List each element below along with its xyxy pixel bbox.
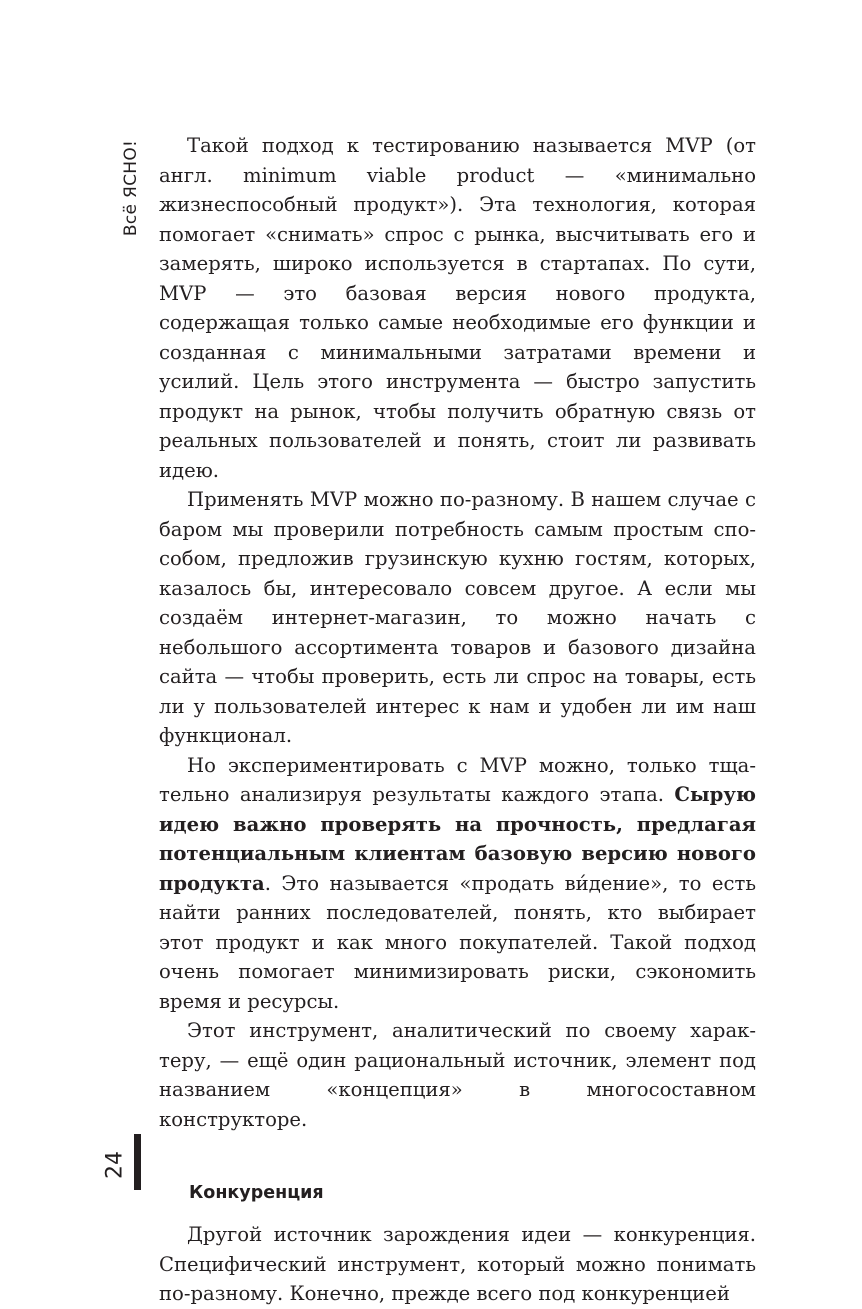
- paragraph-mvp-definition: Такой подход к тестированию называется MVP (от англ. minimum viable product — «минимально жизнеспособный продукт»). Эта технология, которая помогает «снимать» спрос с рынка, высчитывать его и замерять, широко используется в стартапах. По сути, MVP — это базовая версия нового продукта, содержащая только самые необходимые его функции и созданная с минимальными затратами времени и усилий. Цель этого инструмента — быстро запустить продукт на рынок, чтобы получить обратную связь от реальных пользователей и понять, стоит ли развивать идею.: [159, 134, 756, 482]
- running-head: [106, 138, 156, 238]
- page-number-rule: [134, 1134, 141, 1190]
- paragraph-text-end: . Это называется «продать ви́дение», то есть найти ранних последователей, понять, кто выбирает этот продукт и как много покупателей. Такой подход очень помогает минимизировать риски, сэкономить время и ресурсы.: [159, 871, 756, 1013]
- paragraph-instrument: Этот инструмент, аналитический по своему характеру, — ещё один рациональный источник, элемент под названием «концепция» в многосоставном конструкторе.: [159, 1019, 756, 1131]
- paragraph-text-start: Но экспериментировать с MVP можно, только тщательно анализируя результаты каждого этапа.: [159, 753, 756, 806]
- running-head-text: Всё ЯСНО!: [121, 139, 141, 237]
- section-heading: Конкуренция: [189, 1183, 324, 1203]
- paragraph-competition: Другой источник зарождения идеи — конкуренция. Специфический инструмент, который можно понимать по-разному. Конечно, прежде всего под конкуренцией: [159, 1223, 756, 1305]
- page-number: [100, 1140, 130, 1190]
- page-body: [159, 131, 756, 1309]
- paragraph-mvp-experiment: [159, 751, 756, 1017]
- paragraph-mvp-usage: Применять MVP можно по-разному. В нашем случае с баром мы проверили потребность самым простым способом, предложив грузинскую кухню гостям, которых, казалось бы, интересовало совсем другое. А если мы создаём интернет-магазин, то можно начать с небольшого ассортимента товаров и базового дизайна сайта — чтобы проверить, есть ли спрос на товары, есть ли у пользователей интерес к нам и удобен ли им наш функционал.: [159, 488, 756, 747]
- bold-emphasis: Сырую идею важно проверять на прочность, предлагая потенциальным клиентам базовую версию нового продукта: [159, 783, 756, 895]
- page-number-text: 24: [102, 1151, 128, 1179]
